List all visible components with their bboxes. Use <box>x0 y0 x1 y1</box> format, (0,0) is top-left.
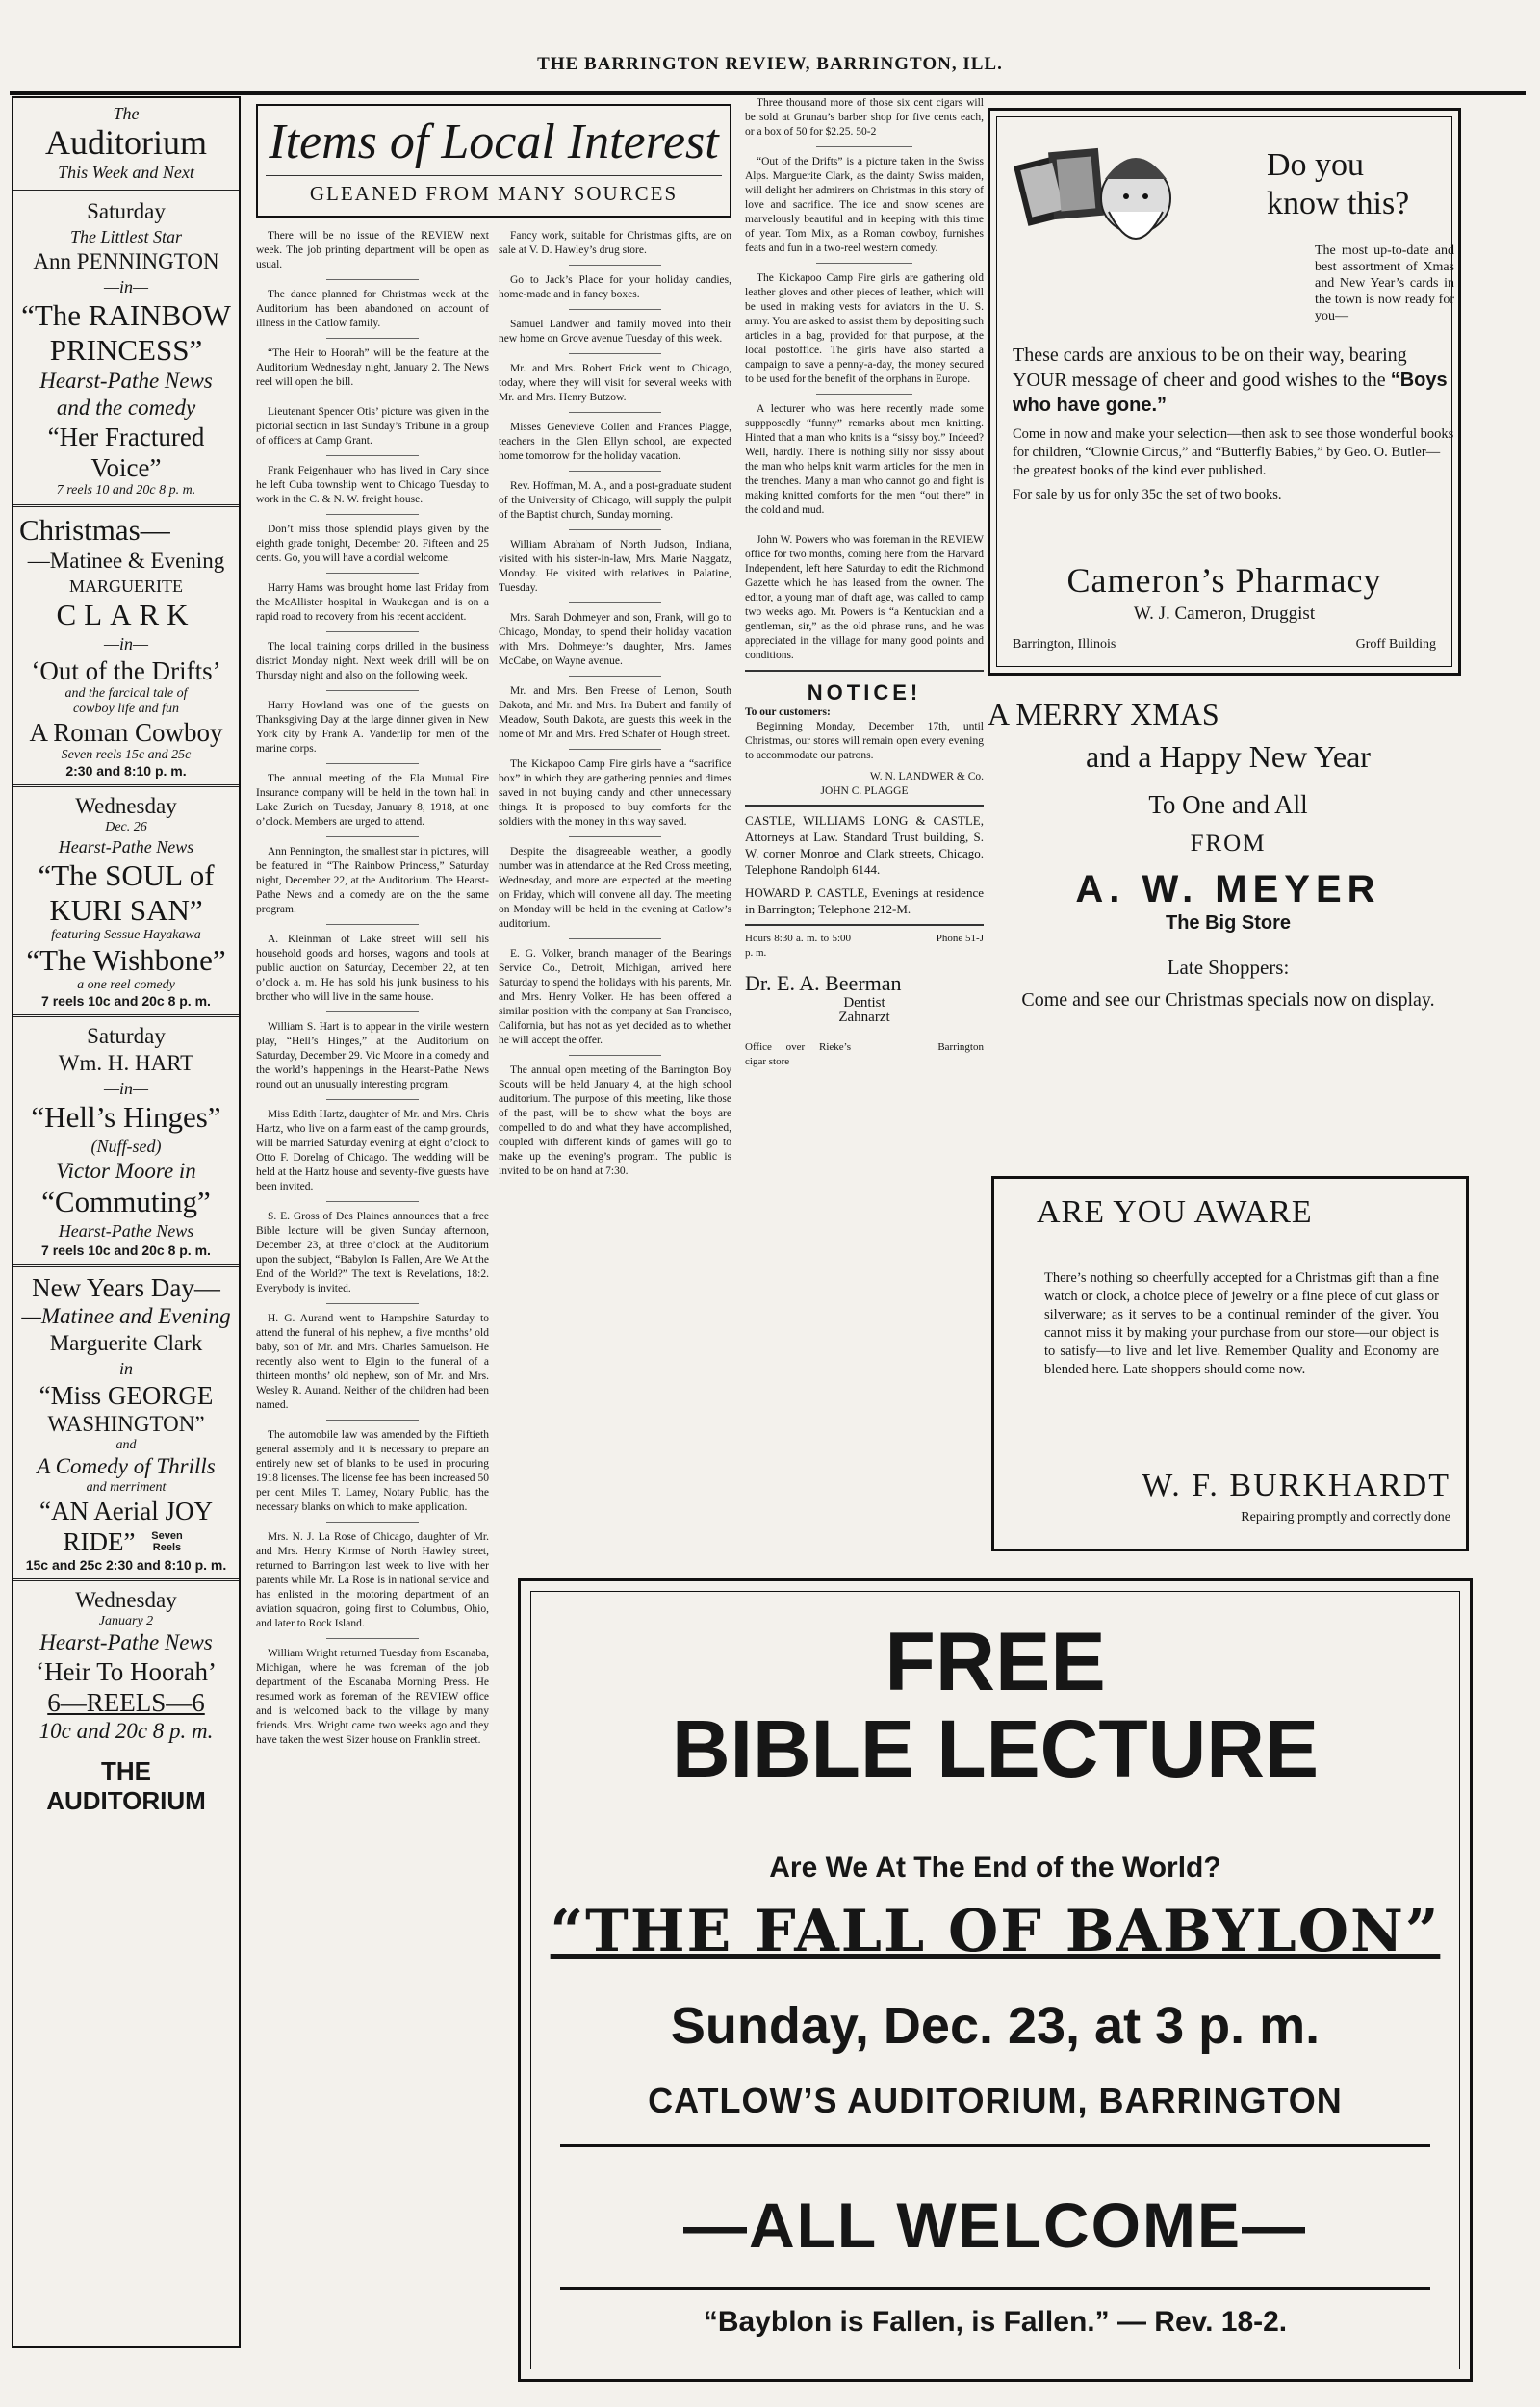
notice-signature: JOHN C. PLAGGE <box>820 785 909 797</box>
free-heading: FREE <box>885 1616 1106 1708</box>
news-item: H. G. Aurand went to Hampshire Saturday to attend the funeral of his nephew, a five months’ old baby, son of Mr. and Mrs. Charles Samuelson. He recently also went to Elgin to the funeral of a thirteen months’ old nephew, son of Mr. and Mrs. Wesley R. Aurand. Neither of the children had been named. <box>256 1313 489 1411</box>
news-item: William S. Hart is to appear in the virile western play, “Hell’s Hinges,” at the Auditorium on Saturday, December 29. Vic Moore in a comedy and the world’s happenings in the Hearst-Pathe News round out an unusually interesting program. <box>256 1021 489 1090</box>
program-day: Saturday <box>87 1024 166 1048</box>
news-item: The automobile law was amended by the Fiftieth general assembly and it is necessary to prepare an entirely new set of blanks to be used in procuring 1918 licenses. The license fee has been increased 50 per cent. Miles T. Lamey, Notary Public, has the necessary blanks on which to make application. <box>256 1429 489 1513</box>
news-item: The dance planned for Christmas week at the Auditorium has been abandoned on account of illness in the Catlow family. <box>256 289 489 329</box>
item-separator <box>326 763 420 764</box>
news-item: Lieutenant Spencer Otis’ picture was given in the pictorial section in last Sunday’s Tribune in a group of officers at Camp Grant. <box>256 406 489 447</box>
item-separator <box>326 338 420 339</box>
program-saturday-2 <box>13 1017 239 1267</box>
item-separator <box>326 455 420 456</box>
auditorium-footer: THE AUDITORIUM <box>46 1756 206 1815</box>
pharmacy-building: Groff Building <box>1355 637 1436 652</box>
program-feature: KURI SAN” <box>49 893 203 927</box>
do-you-text: Do you <box>1267 147 1365 183</box>
news-column-c <box>745 96 984 1578</box>
program-star: Marguerite Clark <box>49 1331 203 1355</box>
program-day: Saturday <box>87 199 166 223</box>
boys-who-have-gone: “Boys who have gone.” <box>1013 370 1448 416</box>
news-column-b <box>499 229 732 1754</box>
news-item: There will be no issue of the REVIEW next week. The job printing department will be open as usual. <box>256 230 489 270</box>
books-description: Come in now and make your selection—then ask to see those wonderful books for children, “Clownie Circus,” and “Butterfly Babies,” by Geo. O. Butler—the greatest books of the kind ever published. <box>1013 426 1454 478</box>
program-line: Hearst-Pathe News <box>58 1221 194 1241</box>
program-times: 2:30 and 8:10 p. m. <box>65 763 187 779</box>
cards-description: The most up-to-date and best assortment of Xmas and New Year’s cards in the town is now ready for you— <box>1315 243 1454 323</box>
program-feature: 6—REELS—6 <box>47 1688 205 1717</box>
program-day: Wednesday <box>75 1588 177 1612</box>
news-item: John W. Powers who was foreman in the REVIEW office for two months, coming here from the Harvard Independent, left here Saturday to edit the Richmond Gazette which he has leased from the owner. The editor, a young man of draft age, was called to camp two weeks ago. Mr. Powers is “a Kentuckian and a gentleman, sir,” as the old phrase runs, and he was appreciated in the village for many good points and conditions. <box>745 534 984 661</box>
news-item: Don’t miss those splendid plays given by the eighth grade tonight, December 20. Fifteen and 25 cents. Go, you will have a cordial welcome. <box>256 524 489 564</box>
all-welcome: —ALL WELCOME— <box>682 2189 1308 2261</box>
program-feature: “The RAINBOW <box>21 298 231 332</box>
news-item: “Out of the Drifts” is a picture taken in the Swiss Alps. Marguerite Clark, as the dainty Swiss maiden, will delight her admirers on Christmas in this story of love and sacrifice. The ice and snow scenes are marvelously beautiful and in keeping with this time of year. Tom Mix, as a Roman cowboy, furnishes feats and fun in a two-reel western comedy. <box>745 156 984 254</box>
cameron-pharmacy-ad <box>988 108 1461 676</box>
program-line: —Matinee & Evening <box>27 549 225 573</box>
scripture-quote: “Bayblon is Fallen, is Fallen.” — Rev. 18-2. <box>703 2306 1288 2338</box>
program-times: 7 reels 10c and 20c 8 p. m. <box>41 1242 211 1258</box>
meyer-store: The Big Store <box>1165 912 1291 934</box>
program-line: cowboy life and fun <box>72 702 180 716</box>
program-line: a one reel comedy <box>77 978 175 992</box>
program-line: January 2 <box>98 1614 154 1628</box>
program-day: Christmas— <box>19 513 170 547</box>
news-item: A lecturer who was here recently made some suppposedly “funny” remarks about men knitting. Hinted that a man who knits is a “sissy boy.” Indeed? Well, hardly. There is nothing silly nor sissy about the man who helps knit warm articles for the men in the trenches. Many a man who cannot go and fight is making knitted comforts for the men “out there” in the cold and mud. <box>745 403 984 516</box>
item-separator <box>569 602 662 603</box>
news-item: Fancy work, suitable for Christmas gifts, are on sale at V. D. Hawley’s drug store. <box>499 230 732 256</box>
castle-card <box>745 805 984 917</box>
happy-new-year: and a Happy New Year <box>1086 739 1371 774</box>
news-item: Rev. Hoffman, M. A., and a post-graduate student of the University of Chicago, will supply the pulpit of the Baptist church, Sunday morning. <box>499 480 732 521</box>
program-line: The Littlest Star <box>69 227 182 246</box>
local-items-title: Items of Local Interest <box>269 115 719 169</box>
program-line: Seven reels 15c and 25c <box>61 748 192 762</box>
program-line: —in— <box>103 1359 148 1378</box>
item-separator <box>326 514 420 515</box>
item-separator <box>569 412 662 413</box>
program-saturday-1 <box>13 192 239 507</box>
bible-lecture-heading: BIBLE LECTURE <box>672 1703 1319 1794</box>
santa-cards-illustration <box>1013 141 1176 266</box>
item-separator <box>569 938 662 939</box>
meyer-ad <box>988 693 1469 1012</box>
program-reels: Seven Reels <box>151 1530 183 1553</box>
item-separator <box>326 1011 420 1012</box>
notice-ad <box>745 670 984 799</box>
burkhardt-ad <box>991 1176 1469 1551</box>
news-item: Harry Hams was brought home last Friday from the McAllister hospital in Waukegan and is on a rapid road to recovery from his recent accident. <box>256 582 489 623</box>
program-feature: “Hell’s Hinges” <box>31 1100 221 1134</box>
howard-text: HOWARD P. CASTLE, Evenings at residence in Barrington; Telephone 212-M. <box>745 885 984 916</box>
are-you-aware-title: ARE YOU AWARE <box>1037 1194 1313 1230</box>
news-item: Misses Genevieve Collen and Frances Plagge, teachers in the Glen Ellyn school, are expected home tomorrow for the holiday vacation. <box>499 422 732 462</box>
item-separator <box>326 924 420 925</box>
program-line: (Nuff-sed) <box>90 1137 162 1156</box>
item-separator <box>569 265 662 266</box>
to-one-and-all: To One and All <box>1148 790 1308 819</box>
news-item: “The Heir to Hoorah” will be the feature at the Auditorium Wednesday night, January 2. The News reel will open the bill. <box>256 347 489 388</box>
program-line: and <box>116 1438 137 1452</box>
news-item: The Kickapoo Camp Fire girls are gathering old leather gloves and other pieces of leather, which will be used in making vests for aviators in the U. S. army. You are asked to assist them by depositing such articles in a bag, provided for that purpose, at the local postoffice. The girls have also started a campaign to save a penny-a-day, the money secured to be used for the benefit of the orphans in Europe. <box>745 272 984 385</box>
item-separator <box>569 749 662 750</box>
beerman-town: Barrington <box>937 1041 984 1053</box>
program-line: Hearst-Pathe News <box>58 837 194 857</box>
beerman-card <box>745 924 984 1069</box>
news-item: S. E. Gross of Des Plaines announces that a free Bible lecture will be given Sunday afternoon, December 23, at three o’clock at the Auditorium upon the subject, “Babylon Is Fallen, Are We At the End of the World?” The text is Revelations, 18:2. Everybody is invited. <box>256 1211 489 1294</box>
item-separator <box>569 836 662 837</box>
program-line: MARGUERITE <box>69 576 183 596</box>
news-item: Ann Pennington, the smallest star in pictures, will be featured in “The Rainbow Princess,” Saturday night, December 22, at the Auditorium. The Hearst-Pathe News and a comedy are on the the same program. <box>256 846 489 915</box>
item-separator <box>569 353 662 354</box>
program-new-years <box>13 1267 239 1581</box>
item-separator <box>326 836 420 837</box>
item-separator <box>569 529 662 530</box>
program-day: New Years Day— <box>32 1273 220 1302</box>
burkhardt-name: W. F. BURKHARDT <box>1142 1468 1450 1503</box>
news-item: The annual meeting of the Ela Mutual Fire Insurance company will be held in the town hall in Lake Zurich on Tuesday, January 8, 1918, at one o’clock. Members are urged to attend. <box>256 773 489 828</box>
burkhardt-body: There’s nothing so cheerfully accepted for a Christmas gift than a fine watch or clock, a choice piece of jewelry or a fine piece of cut glass or silverware; as it serves to be a continual reminder of the giver. You cannot miss it by making your purchase from our store—our object is to satisfy—to live and let live. Remember Quality and Economy are blended here. Late shoppers should come now. <box>1044 1270 1439 1377</box>
program-feature: RIDE” <box>63 1527 136 1556</box>
program-line: —Matinee and Evening <box>21 1304 231 1328</box>
auditorium-header <box>13 98 239 192</box>
program-feature: A Roman Cowboy <box>29 718 223 747</box>
program-line: and the farcical tale of <box>64 686 188 701</box>
item-separator <box>326 1201 420 1202</box>
item-separator <box>326 1303 420 1304</box>
program-wednesday-1 <box>13 787 239 1017</box>
news-item: The Kickapoo Camp Fire girls have a “sacrifice box” in which they are gathering pennies and dimes saved in not buying candy and other unnecessary things. It is proposed to buy comforts for the soldiers with the money in this way saved. <box>499 758 732 828</box>
item-separator <box>326 631 420 632</box>
news-item: Mrs. N. J. La Rose of Chicago, daughter of Mr. and Mrs. Henry Kirmse of North Hawley street, returned to Barrington last week to live with her parents while Mr. La Rose is in national service and has enlisted in the motoring department of an aviation squadron, going first to Columbus, Ohio, and later to Rock Island. <box>256 1531 489 1629</box>
pharmacy-druggist: W. J. Cameron, Druggist <box>1133 603 1316 624</box>
program-times: 7 reels 10c and 20c 8 p. m. <box>41 993 211 1009</box>
news-item: Go to Jack’s Place for your holiday candies, home-made and in fancy boxes. <box>499 274 732 300</box>
divider <box>560 2144 1430 2147</box>
program-feature: WASHINGTON” <box>47 1412 205 1436</box>
program-line: and merriment <box>86 1480 167 1495</box>
program-line: —in— <box>103 1079 148 1098</box>
divider <box>560 2287 1430 2290</box>
item-separator <box>816 146 911 147</box>
program-times: 7 reels 10 and 20c 8 p. m. <box>56 483 196 498</box>
news-item: The local training corps drilled in the business district Monday night. Next week drill will be on Thursday night and also on the following week. <box>256 641 489 681</box>
news-item: Mrs. Sarah Dohmeyer and son, Frank, will go to Chicago, Monday, to spend their holiday vacation with Mrs. Dohmeyer’s daughter, Mrs. James McCabe, on Wayne avenue. <box>499 612 732 667</box>
program-line: and the comedy <box>56 396 196 420</box>
masthead: THE BARRINGTON REVIEW, BARRINGTON, ILL. <box>537 54 1003 74</box>
beerman-office: Office over Rieke’s cigar store <box>745 1041 851 1067</box>
item-separator <box>569 471 662 472</box>
item-separator <box>569 309 662 310</box>
item-separator <box>326 279 420 280</box>
news-item: The annual open meeting of the Barrington Boy Scouts will be held January 4, at the high school auditorium. The purpose of this meeting, like those of the past, will be to show what the boys are compelled to do and what they have accomplished, coupled with different kinds of games will go to make up the evening’s program. The public is invited to be on hand at 7:30. <box>499 1064 732 1177</box>
auditorium-the: The <box>113 104 140 123</box>
program-line: —in— <box>103 277 148 296</box>
program-day: Wednesday <box>75 794 177 818</box>
program-times: 10c and 20c 8 p. m. <box>38 1719 214 1743</box>
notice-body: Beginning Monday, December 17th, until Christmas, our stores will remain open every evening to accommodate our patrons. <box>745 721 984 761</box>
program-line: Victor Moore in <box>56 1159 196 1183</box>
program-line: featuring Sessue Hayakawa <box>51 928 201 942</box>
program-feature: ‘Out of the Drifts’ <box>31 656 221 685</box>
program-star: CLARK <box>56 598 196 631</box>
news-item: Three thousand more of those six cent cigars will be sold at Grunau’s barber shop for five cents each, or a box of 50 for $2.25. 50-2 <box>745 97 984 138</box>
local-items-subtitle: GLEANED FROM MANY SOURCES <box>266 175 722 206</box>
beerman-phone: Phone 51-J <box>936 933 984 944</box>
program-star: Ann PENNINGTON <box>33 249 219 273</box>
program-feature: “Her Fractured <box>47 423 205 451</box>
program-feature: “AN Aerial JOY <box>39 1497 213 1525</box>
auditorium-subtitle: This Week and Next <box>58 163 194 182</box>
news-item: William Wright returned Tuesday from Escanaba, Michigan, where he was foreman of the job department of the Escanaba Morning Press. He resumed work as foreman of the REVIEW office and is welcomed back to the village by many friends. Mrs. Wright came two weeks ago and they have taken the west Sizer house on Franklin street. <box>256 1648 489 1746</box>
know-this-text: know this? <box>1267 186 1410 221</box>
notice-signature: W. N. LANDWER & Co. <box>869 771 984 782</box>
news-item: Mr. and Mrs. Ben Freese of Lemon, South Dakota, and Mr. and Mrs. Ira Bubert and family of Meadow, South Dakota, are guests this week in the home of Mr. and Mrs. Fred Schafer of Hough street. <box>499 685 732 740</box>
from-text: FROM <box>1190 831 1267 857</box>
news-item: Mr. and Mrs. Robert Frick went to Chicago, today, where they will visit for several weeks with Mr. and Mrs. Henry Butzow. <box>499 363 732 403</box>
beerman-hours: Hours 8:30 a. m. to 5:00 p. m. <box>745 933 851 959</box>
beerman-name: Dr. E. A. Beerman <box>745 971 902 995</box>
bible-lecture-ad <box>518 1578 1473 2382</box>
program-feature: PRINCESS” <box>49 333 203 367</box>
program-feature: “Commuting” <box>41 1185 211 1218</box>
books-price: For sale by us for only 35c the set of two books. <box>1013 487 1282 502</box>
auditorium-ad <box>12 96 241 2348</box>
end-of-world-question: Are We At The End of the World? <box>769 1852 1221 1883</box>
news-item: Harry Howland was one of the guests on Thanksgiving Day at the large dinner given in New York city by Frank A. Vanderlip for men of the marine corps. <box>256 700 489 755</box>
program-line: Hearst-Pathe News <box>39 1630 213 1654</box>
news-item: Frank Feigenhauer who has lived in Cary since he left Cuba township went to Chicago Tuesday to work in the C. & N. W. freight house. <box>256 465 489 505</box>
program-star: Wm. H. HART <box>58 1051 194 1075</box>
local-items-header <box>256 104 732 218</box>
merry-xmas: A MERRY XMAS <box>988 697 1219 731</box>
program-feature: “Miss GEORGE <box>38 1381 214 1410</box>
news-item: Despite the disagreeable weather, a goodly number was in attendance at the Red Cross meeting, Wednesday, and more are expected at the meeting on Friday, which will convene all day. The meeting on Monday will be held in the evening at Catlow’s auditorium. <box>499 846 732 930</box>
item-separator <box>326 1638 420 1639</box>
news-item: A. Kleinman of Lake street will sell his household goods and horses, wagons and tools at public auction on Saturday, December 22, at ten o’clock a. m. He has sold his junk business to his brother who will live in the same house. <box>256 934 489 1003</box>
item-separator <box>816 263 911 264</box>
item-separator <box>326 1099 420 1100</box>
fall-of-babylon-title: “THE FALL OF BABYLON” <box>550 1898 1441 1965</box>
cards-message: These cards are anxious to be on their way, bearing YOUR message of cheer and good wishes to the <box>1013 345 1407 391</box>
program-times: 15c and 25c 2:30 and 8:10 p. m. <box>25 1557 227 1573</box>
news-item: Samuel Landwer and family moved into their new home on Grove avenue Tuesday of this week. <box>499 319 732 345</box>
program-wednesday-2 <box>13 1581 239 1822</box>
program-feature: ‘Heir To Hoorah’ <box>35 1657 218 1686</box>
item-separator <box>816 394 911 395</box>
program-feature: “The Wishbone” <box>26 943 226 977</box>
program-line: Hearst-Pathe News <box>39 369 213 393</box>
news-item: Miss Edith Hartz, daughter of Mr. and Mrs. Chris Hartz, who live on a farm east of the camp grounds, will be married Saturday evening at eight o’clock to Otto F. Dorelng of Chicago. The wedding will be held at the Hartz house and seventy-five guests have been invited. <box>256 1109 489 1192</box>
program-christmas <box>13 507 239 787</box>
program-feature: Voice” <box>90 453 162 482</box>
meyer-name: A. W. MEYER <box>1075 868 1381 910</box>
news-item: E. G. Volker, branch manager of the Bearings Service Co., Detroit, Michigan, arrived here Saturday to spend the holidays with his parents, Mr. and Mrs. Henry Volker. He has been offered a similar position with the company at San Francisco, California, but has not as yet decided as to whether he will accept the offer. <box>499 948 732 1046</box>
lecture-date: Sunday, Dec. 23, at 3 p. m. <box>670 1997 1321 2055</box>
item-separator <box>326 573 420 574</box>
beerman-title: Zahnarzt <box>838 1010 890 1025</box>
item-separator <box>569 676 662 677</box>
late-shoppers: Late Shoppers: <box>1167 956 1290 979</box>
news-column-a <box>256 229 489 1754</box>
pharmacy-name: Cameron’s Pharmacy <box>1066 561 1382 600</box>
beerman-title: Dentist <box>843 995 886 1011</box>
program-line: A Comedy of Thrills <box>37 1454 216 1478</box>
notice-to: To our customers: <box>745 706 831 718</box>
item-separator <box>326 1420 420 1421</box>
notice-title: NOTICE! <box>807 680 922 704</box>
masthead-rule <box>10 91 1526 95</box>
news-item: William Abraham of North Judson, Indiana, visited with his sister-in-law, Mrs. Marie Naggatz, Monday. He visited with relatives in Palatine, Tuesday. <box>499 539 732 594</box>
item-separator <box>326 690 420 691</box>
auditorium-title: Auditorium <box>45 123 207 162</box>
program-feature: “The SOUL of <box>38 858 215 892</box>
burkhardt-sub: Repairing promptly and correctly done <box>1241 1510 1450 1524</box>
item-separator <box>326 1522 420 1523</box>
program-line: —in— <box>103 634 148 653</box>
castle-text: CASTLE, WILLIAMS LONG & CASTLE, Attorneys at Law. Standard Trust building, S. W. corner Monroe and Clark streets, Chicago. Telephone Randolph 6144. <box>745 813 984 877</box>
meyer-specials: Come and see our Christmas specials now on display. <box>1021 989 1435 1011</box>
pharmacy-town: Barrington, Illinois <box>1013 637 1116 652</box>
lecture-place: CATLOW’S AUDITORIUM, BARRINGTON <box>648 2081 1343 2120</box>
program-line: Dec. 26 <box>105 820 147 834</box>
item-separator <box>569 1055 662 1056</box>
